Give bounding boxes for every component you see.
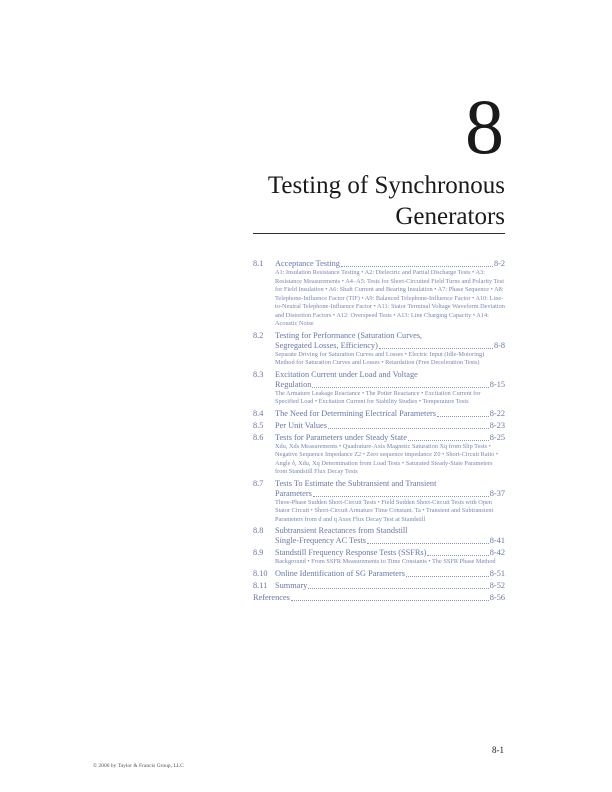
dot-leader	[408, 440, 489, 441]
dot-leader	[308, 588, 489, 589]
section-title: The Need for Determining Electrical Parameters	[275, 408, 437, 418]
toc-entry[interactable]	[253, 479, 505, 525]
section-page: 8-8	[493, 340, 505, 350]
section-number: 8.11	[253, 580, 268, 590]
section-number: 8.1	[253, 259, 264, 268]
section-number: 8.9	[253, 548, 264, 557]
chapter-title	[205, 170, 505, 232]
section-number: 8.3	[253, 369, 264, 379]
section-subtopics: The Armature Leakage Reactance • The Potier Reactance • Excitation Current for Specified Load • Excitation Current for Stability Studies • Temperature Tests	[275, 389, 481, 405]
dot-leader	[367, 543, 489, 544]
section-number: 8.5	[253, 420, 264, 430]
section-number: 8.8	[253, 526, 264, 535]
section-page: 8-51	[489, 568, 505, 578]
dot-leader	[427, 555, 488, 556]
dot-leader	[437, 416, 489, 417]
section-subtopics: Xdu, Xds Measurements • Quadrature-Axis Magnetic Saturation Xq from Slip Tests • Negative Sequence Impedance Z2 • Zero sequence impedance Z0 • Short-Circuit Ratio • Angle δ, Xdu, Xq Determination from Load Tests • Saturated Steady-State Parameters from Standstill Flux Decay Tests	[275, 442, 499, 475]
section-title-continued: Regulation	[275, 379, 312, 389]
copyright-notice: © 2006 by Taylor & Francis Group, LLC	[93, 763, 184, 769]
section-title: Testing for Performance (Saturation Curves,	[275, 330, 423, 340]
table-of-contents	[253, 259, 505, 603]
toc-entry-references[interactable]	[253, 593, 505, 603]
section-subtopics: Three-Phase Sudden Short-Circuit Tests • Field Sudden Short-Circuit Tests with Open Stator Circuit • Short-Circuit Armature Time Constant. Ta • Transient and Subtransient Parameters from d and q Axes Flux Decay Test at Standstill	[275, 498, 494, 523]
page-number: 8-1	[492, 745, 504, 755]
section-title: Tests for Parameters under Steady State	[275, 432, 407, 442]
chapter-title-line-1: Testing of Synchronous	[267, 172, 505, 199]
dot-leader	[313, 496, 489, 497]
section-number: 8.6	[253, 432, 264, 442]
toc-entry[interactable]	[253, 526, 505, 546]
section-page: 8-52	[489, 580, 505, 590]
toc-entry[interactable]	[253, 409, 505, 419]
toc-entry[interactable]	[253, 370, 505, 407]
dot-leader	[341, 266, 493, 267]
section-title: Standstill Frequency Response Tests (SSFRs)	[275, 548, 427, 557]
section-subtopics: Background • From SSFR Measurements to Time Constants • The SSFR Phase Method	[275, 558, 496, 565]
section-number: 8.4	[253, 408, 264, 418]
dot-leader	[406, 576, 489, 577]
dot-leader	[379, 348, 493, 349]
toc-entry[interactable]	[253, 421, 505, 431]
section-page: 8-2	[493, 259, 505, 268]
chapter-number: 8	[465, 83, 504, 170]
dot-leader	[291, 600, 489, 601]
toc-entry[interactable]	[253, 548, 505, 567]
title-rule	[253, 233, 505, 234]
section-title-continued: Segregated Losses, Efficiency)	[275, 340, 378, 350]
section-title: Acceptance Testing	[275, 259, 340, 268]
section-page: 8-25	[489, 432, 505, 442]
references-page: 8-56	[489, 592, 505, 602]
section-title: Excitation Current under Load and Voltage	[275, 369, 418, 379]
toc-entry[interactable]	[253, 331, 505, 368]
section-subtopics: A1: Insulation Resistance Testing • A2: Dielectric and Partial Discharge Tests • A3: Resistance Measurements • A4–A5: Tests for Short-Circuited Field Turns and Polarity Test for Field Insulation • A6: Shaft Current and Bearing Insulation • A7: Phase Sequence • A8: Telephone-Influence Factor (TIF) • A9: Balanced Telephone-Influence Factor • A10: Line-to-Neutral Telephone-Influence Factor • A11: Stator Terminal Voltage Waveform Deviation and Distortion Factors • A12: Overspeed Tests • A13: Line Charging Capacity • A14: Acoustic Noise	[275, 269, 505, 327]
section-title-continued: Parameters	[275, 488, 312, 498]
dot-leader	[312, 387, 488, 388]
section-page: 8-22	[489, 408, 505, 418]
section-number: 8.2	[253, 330, 264, 340]
section-title: Tests To Estimate the Subtransient and Transient	[275, 478, 437, 488]
chapter-title-line-2: Generators	[395, 203, 505, 230]
toc-entry[interactable]	[253, 433, 505, 477]
section-page: 8-42	[489, 548, 505, 557]
section-page: 8-37	[489, 488, 505, 498]
section-title-continued: Single-Frequency AC Tests	[275, 536, 366, 545]
section-title: Per Unit Values	[275, 420, 327, 430]
section-title: Summary	[275, 580, 308, 590]
section-page: 8-15	[489, 379, 505, 389]
dot-leader	[328, 428, 489, 429]
section-number: 8.7	[253, 478, 264, 488]
section-number: 8.10	[253, 568, 268, 578]
toc-entry[interactable]	[253, 581, 505, 591]
section-page: 8-23	[489, 420, 505, 430]
section-title: Subtransient Reactances from Standstill	[275, 526, 408, 535]
section-title: Online Identification of SG Parameters	[275, 568, 405, 578]
toc-entry[interactable]	[253, 569, 505, 579]
references-label: References	[253, 592, 290, 602]
section-subtopics: Separate Driving for Saturation Curves and Losses • Electric Input (Idle-Motoring) Method for Saturation Curves and Losses • Retardation (Free Deceleration Tests)	[275, 350, 485, 366]
toc-entry[interactable]	[253, 259, 505, 329]
section-page: 8-41	[489, 536, 505, 545]
